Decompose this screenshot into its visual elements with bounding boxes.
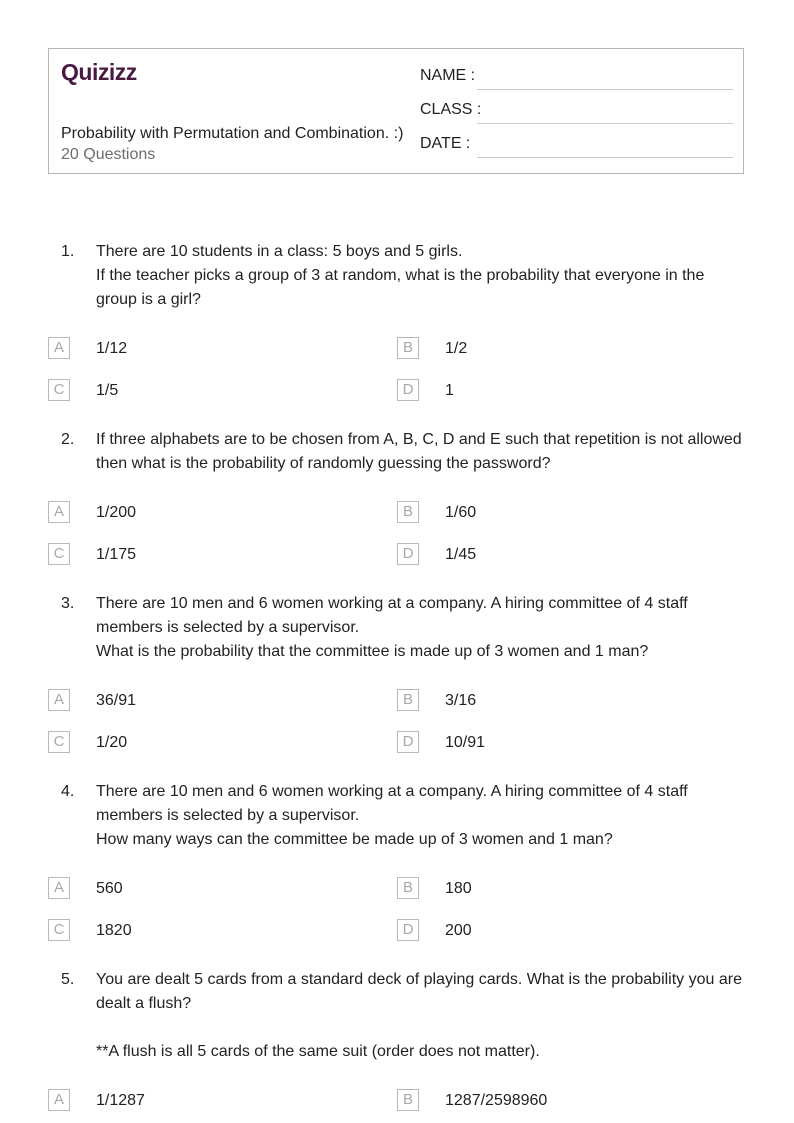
option-letter-box[interactable]: D — [397, 731, 419, 753]
question-number: 4. — [61, 783, 75, 800]
question-line: There are 10 men and 6 women working at a company. A hiring committee of 4 staff members is selected by a supervisor. — [96, 595, 688, 636]
option-text: 1/175 — [96, 546, 137, 563]
name-line[interactable] — [477, 89, 733, 90]
class-label: CLASS : — [420, 101, 482, 118]
logo-text: Quizizz — [61, 59, 137, 85]
quizizz-logo-mark — [61, 59, 153, 85]
question-line: You are dealt 5 cards from a standard deck of playing cards. What is the probability you are dealt a flush? — [96, 971, 742, 1012]
question-text — [96, 592, 744, 664]
option-text: 200 — [445, 922, 472, 939]
question-number: 2. — [61, 431, 75, 448]
question-line: There are 10 men and 6 women working at a company. A hiring committee of 4 staff members is selected by a supervisor. — [96, 783, 688, 824]
option-text: 1/200 — [96, 504, 137, 521]
date-label: DATE : — [420, 135, 471, 152]
worksheet-title: Probability with Permutation and Combination. :) — [61, 125, 404, 142]
option-letter-box[interactable]: C — [48, 379, 70, 401]
option-letter-box[interactable]: B — [397, 689, 419, 711]
option-letter-box[interactable]: B — [397, 1089, 419, 1111]
option-letter-box[interactable]: A — [48, 337, 70, 359]
option-text: 3/16 — [445, 692, 477, 709]
option-text: 1/5 — [96, 382, 119, 399]
question-line: If three alphabets are to be chosen from A, B, C, D and E such that repetition is not allowed then what is the probability of randomly guessing the password? — [96, 431, 742, 472]
name-label: NAME : — [420, 67, 476, 84]
question-line: What is the probability that the committee is made up of 3 women and 1 man? — [96, 643, 649, 660]
option-letter-box[interactable]: B — [397, 877, 419, 899]
question-number: 5. — [61, 971, 75, 988]
option-letter-box[interactable]: C — [48, 543, 70, 565]
option-text: 1287/2598960 — [445, 1092, 548, 1109]
question-text — [96, 240, 744, 312]
option-letter-box[interactable]: A — [48, 877, 70, 899]
option-text: 1/45 — [445, 546, 477, 563]
option-letter-box[interactable]: D — [397, 543, 419, 565]
quizizz-logo — [61, 59, 153, 90]
option-letter-box[interactable]: C — [48, 919, 70, 941]
option-letter-box[interactable]: D — [397, 379, 419, 401]
date-line[interactable] — [477, 157, 733, 158]
class-field[interactable] — [420, 101, 733, 125]
option-letter-box[interactable]: A — [48, 689, 70, 711]
option-text: 1/60 — [445, 504, 477, 521]
question-blank-line — [96, 1016, 744, 1040]
option-text: 1 — [445, 382, 454, 399]
question-number: 1. — [61, 243, 75, 260]
question-text — [96, 968, 744, 1064]
question-number: 3. — [61, 595, 75, 612]
option-text: 36/91 — [96, 692, 137, 709]
question-text — [96, 780, 744, 852]
question-text — [96, 428, 744, 476]
option-text: 560 — [96, 880, 123, 897]
question-line: There are 10 students in a class: 5 boys and 5 girls. — [96, 243, 463, 260]
option-letter-box[interactable]: C — [48, 731, 70, 753]
question-count: 20 Questions — [61, 146, 156, 163]
worksheet-header — [48, 48, 744, 174]
question-line: **A flush is all 5 cards of the same suit (order does not matter). — [96, 1043, 540, 1060]
question-line: How many ways can the committee be made up of 3 women and 1 man? — [96, 831, 613, 848]
question-line: If the teacher picks a group of 3 at random, what is the probability that everyone in the group is a girl? — [96, 267, 705, 308]
option-text: 180 — [445, 880, 472, 897]
option-letter-box[interactable]: B — [397, 501, 419, 523]
option-text: 1/1287 — [96, 1092, 145, 1109]
date-field[interactable] — [420, 135, 733, 159]
option-text: 1820 — [96, 922, 132, 939]
option-text: 10/91 — [445, 734, 486, 751]
option-letter-box[interactable]: D — [397, 919, 419, 941]
option-letter-box[interactable]: A — [48, 1089, 70, 1111]
class-line[interactable] — [477, 123, 733, 124]
option-text: 1/12 — [96, 340, 128, 357]
option-text: 1/2 — [445, 340, 468, 357]
option-letter-box[interactable]: B — [397, 337, 419, 359]
option-text: 1/20 — [96, 734, 128, 751]
option-letter-box[interactable]: A — [48, 501, 70, 523]
name-field[interactable] — [420, 67, 733, 91]
